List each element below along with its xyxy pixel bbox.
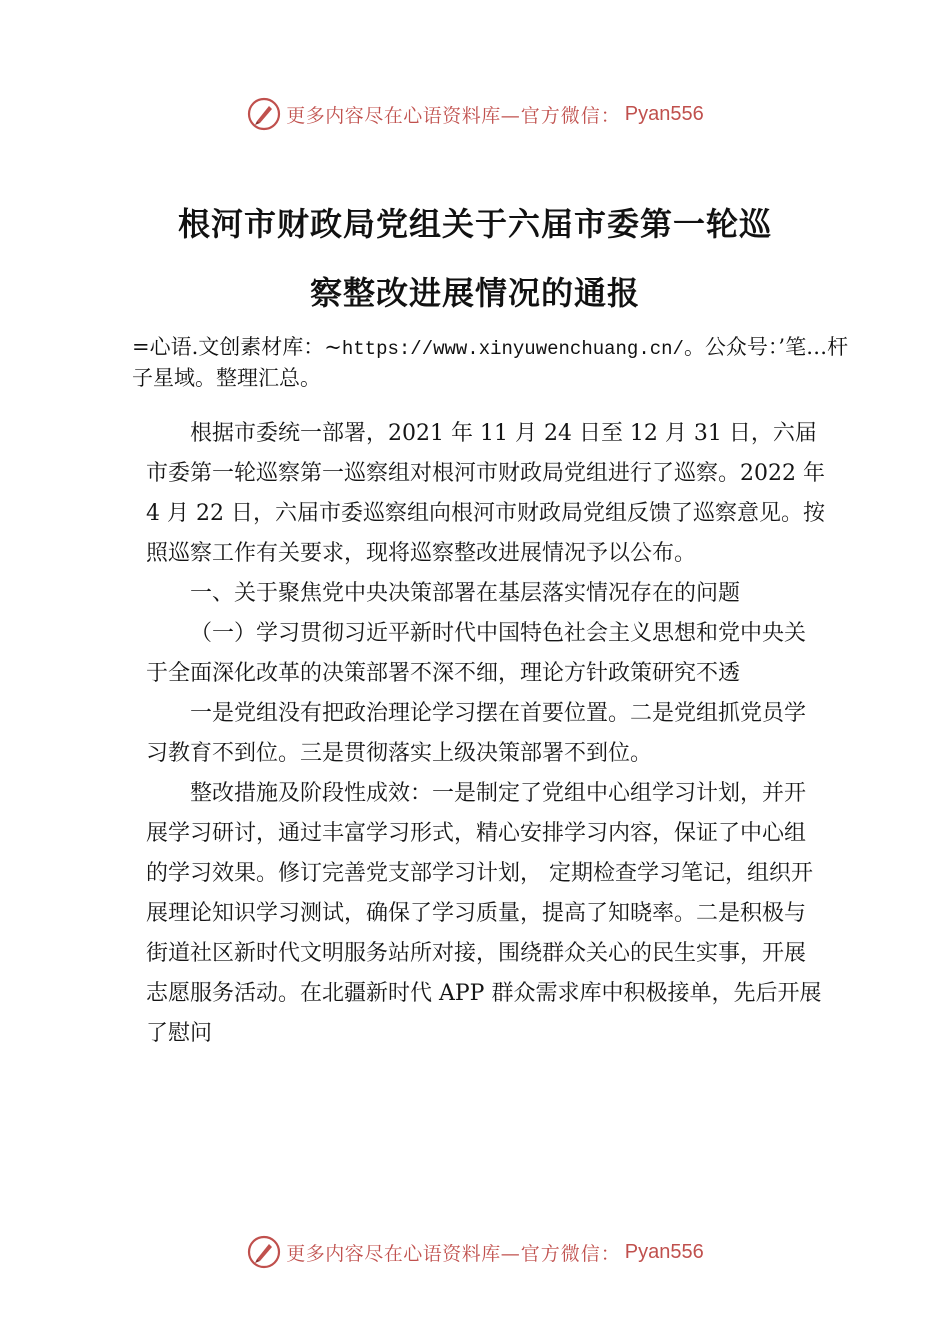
watermark-footer [0, 1230, 950, 1274]
document-title-line-1: 根河市财政局党组关于六届市委第一轮巡 [177, 205, 772, 243]
document-title-line-2: 察整改进展情况的通报 [309, 274, 640, 312]
source-note [132, 333, 852, 393]
source-note-prefix: =心语.文创素材库：~ [132, 335, 342, 359]
watermark-wechat-id: Pyan556 [624, 102, 704, 125]
watermark-header [0, 92, 950, 136]
document-body [146, 414, 826, 1054]
source-note-suffix: 。公众号：’笔…杆子星域。整理汇总。 [132, 335, 849, 390]
watermark-sub-text: —官方微信： [500, 1242, 621, 1265]
section-heading: 一、关于聚焦党中央决策部署在基层落实情况存在的问题 [190, 581, 741, 606]
body-paragraph: 一是党组没有把政治理论学习摆在首要位置。二是党组抓党员学习教育不到位。三是贯彻落实上级决策部署不到位。 [146, 701, 807, 766]
subsection-heading: （一）学习贯彻习近平新时代中国特色社会主义思想和党中央关于全面深化改革的决策部署不深不细，理论方针政策研究不透 [146, 621, 807, 686]
pen-logo-icon [246, 96, 282, 132]
body-paragraph: 整改措施及阶段性成效：一是制定了党组中心组学习计划，并开展学习研讨，通过丰富学习形式，精心安排学习内容，保证了中心组的学习效果。修订完善党支部学习计划， 定期检查学习笔记，组织开展理论知识学习测试，确保了学习质量，提高了知晓率。二是积极与街道社区新时代文明服务站所对接，围绕群众关心的民生实事，开展志愿服务活动。在北疆新时代 APP 群众需求库中积极接单，先后开展了慰问 [146, 781, 822, 1046]
watermark-main-text: 更多内容尽在心语资料库 [286, 1242, 501, 1265]
pen-logo-icon [246, 1234, 282, 1270]
body-paragraph: 根据市委统一部署，2021 年 11 月 24 日至 12 月 31 日，六届市委第一轮巡察第一巡察组对根河市财政局党组进行了巡察。2022 年 4 月 22 日，六届市委巡察组向根河市财政局党组反馈了巡察意见。按照巡察工作有关要求，现将巡察整改进展情况予以公布。 [146, 421, 825, 566]
watermark-wechat-id: Pyan556 [624, 1240, 704, 1263]
watermark-sub-text: —官方微信： [500, 104, 621, 127]
watermark-main-text: 更多内容尽在心语资料库 [286, 104, 501, 127]
source-note-url[interactable]: https://www.xinyuwenchuang.cn/ [341, 338, 684, 360]
